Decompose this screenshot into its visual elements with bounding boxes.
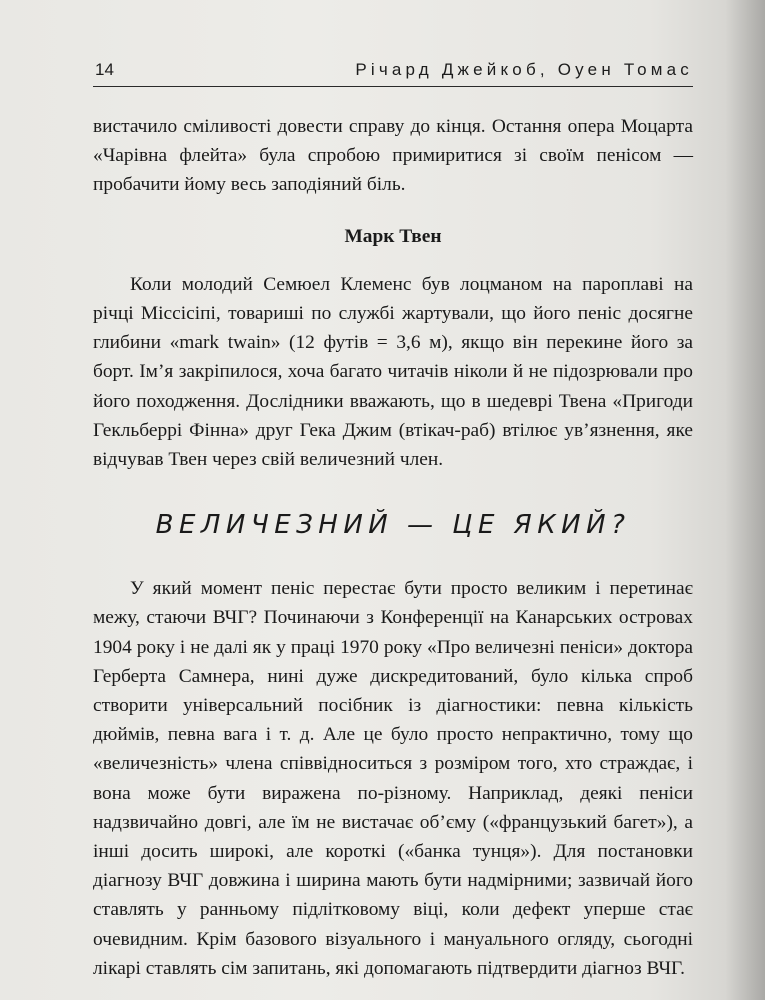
paragraph-twain: Коли молодий Семюел Клеменс був лоцманом на пароплаві на річці Міссісіпі, товариші по службі жартували, що його пеніс досягне глибини «mark twain» (12 футів = 3,6 м), якщо він перекине його за борт. Ім’я закріпилося, хоча багато читачів ніколи й не підозрювали про його походження. Дослідники вважають, що в шедеврі Твена «Пригоди Гекльберрі Фінна» друг Гека Джим (втікач-раб) втілює ув’язнення, яке відчував Твен через свій величезний член. xyxy=(93,273,693,471)
page-body xyxy=(93,112,693,983)
section-heading: ВЕЛИЧЕЗНИЙ — ЦЕ ЯКИЙ? xyxy=(155,510,631,541)
subheading: Марк Твен xyxy=(344,225,442,247)
paragraph-intro: вистачило сміливості довести справу до кінця. Остання опера Моцарта «Чарівна флейта» була спробою примиритися зі своїм пенісом — пробачити йому весь заподіяний біль. xyxy=(93,116,693,196)
page-number: 14 xyxy=(95,60,114,79)
paragraph-main: У який момент пеніс перестає бути просто великим і перетинає межу, стаючи ВЧГ? Починаючи з Конференції на Канарських островах 1904 року і не далі як у праці 1970 року «Про величезні пеніси» доктора Герберта Самнера, нині дуже дискредитований, було кілька спроб створити універсальний посібник із діагностики: певна кількість дюймів, певна вага і т. д. Але це було просто непрактично, тому що «величезність» члена співвідноситься з розміром того, хто страждає, і вона може бути виражена по-різному. Наприклад, деякі пеніси надзвичайно довгі, але їм не вистачає об’єму («французький багет»), а інші досить широкі, але короткі («банка тунця»). Для постановки діагнозу ВЧГ довжина і ширина мають бути надмірними; зазвичай його ставлять у ранньому підлітковому віці, коли дефект уперше стає очевидним. Крім базового візуального і мануального огляду, сьогодні лікарі ставлять сім запитань, які допомагають підтвердити діагноз ВЧГ. xyxy=(93,578,693,979)
running-head: Річард Джейкоб, Оуен Томас xyxy=(355,60,693,79)
page-header xyxy=(93,60,693,87)
